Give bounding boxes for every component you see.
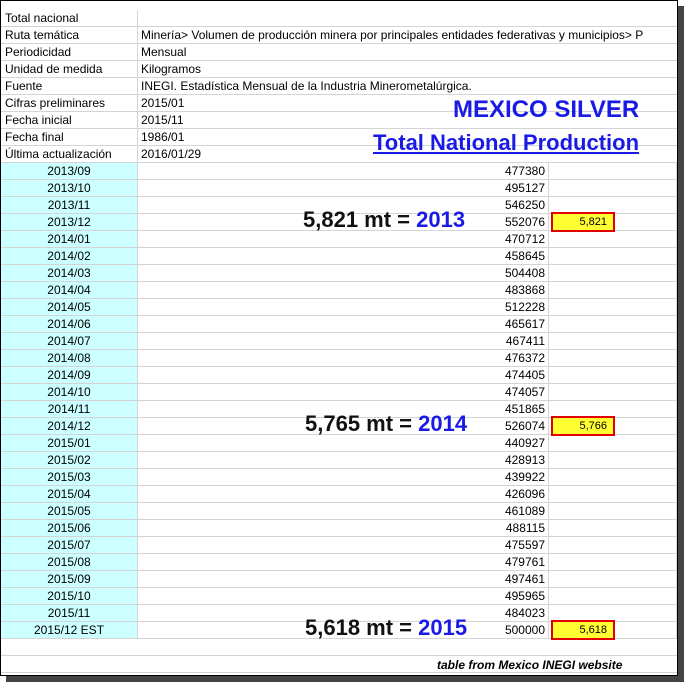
production-annotation bbox=[303, 207, 465, 233]
metadata-label[interactable]: Fecha final bbox=[1, 129, 138, 145]
value-cell[interactable]: 495127 bbox=[138, 180, 549, 196]
annotation-tonnage: 5,821 mt = bbox=[303, 207, 417, 232]
highlight-value-box: 5,821 bbox=[551, 212, 615, 232]
drop-shadow-bottom bbox=[6, 676, 684, 682]
period-cell[interactable]: 2013/10 bbox=[1, 180, 138, 196]
empty-cell[interactable] bbox=[549, 282, 677, 298]
value-cell[interactable]: 470712 bbox=[138, 231, 549, 247]
value-cell[interactable]: 474057 bbox=[138, 384, 549, 400]
value-cell[interactable]: 483868 bbox=[138, 282, 549, 298]
table-row bbox=[1, 571, 677, 588]
metadata-label[interactable]: Fuente bbox=[1, 78, 138, 94]
value-cell[interactable]: 504408 bbox=[138, 265, 549, 281]
table-row bbox=[1, 367, 677, 384]
metadata-label[interactable]: Última actualización bbox=[1, 146, 138, 162]
period-cell[interactable]: 2015/12 EST bbox=[1, 622, 138, 638]
empty-cell[interactable] bbox=[549, 571, 677, 587]
table-row bbox=[1, 435, 677, 452]
empty-cell[interactable] bbox=[549, 452, 677, 468]
period-cell[interactable]: 2014/12 bbox=[1, 418, 138, 434]
empty-cell[interactable] bbox=[549, 384, 677, 400]
period-cell[interactable]: 2014/05 bbox=[1, 299, 138, 315]
period-cell[interactable]: 2014/01 bbox=[1, 231, 138, 247]
empty-cell[interactable] bbox=[549, 248, 677, 264]
overlay-subtitle: Total National Production bbox=[373, 130, 640, 155]
period-cell[interactable]: 2013/12 bbox=[1, 214, 138, 230]
metadata-value[interactable]: 1986/01 bbox=[141, 130, 185, 144]
table-row bbox=[1, 350, 677, 367]
table-row bbox=[1, 231, 677, 248]
annotation-year: 2014 bbox=[418, 411, 468, 436]
empty-cell[interactable] bbox=[549, 554, 677, 570]
period-cell[interactable]: 2015/01 bbox=[1, 435, 138, 451]
table-row bbox=[1, 469, 677, 486]
table-row bbox=[1, 486, 677, 503]
metadata-value[interactable]: 2016/01/29 bbox=[141, 147, 202, 161]
empty-cell[interactable] bbox=[549, 265, 677, 281]
period-cell[interactable]: 2015/05 bbox=[1, 503, 138, 519]
annotation-year: 2015 bbox=[418, 615, 468, 640]
empty-cell[interactable] bbox=[549, 588, 677, 604]
empty-cell[interactable] bbox=[549, 537, 677, 553]
period-cell[interactable]: 2015/10 bbox=[1, 588, 138, 604]
annotation-tonnage: 5,765 mt = bbox=[305, 411, 419, 436]
period-cell[interactable]: 2013/09 bbox=[1, 163, 138, 179]
empty-cell[interactable] bbox=[549, 367, 677, 383]
period-cell[interactable]: 2015/08 bbox=[1, 554, 138, 570]
metadata-label[interactable]: Cifras preliminares bbox=[1, 95, 138, 111]
metadata-label[interactable]: Periodicidad bbox=[1, 44, 138, 60]
value-cell[interactable]: 426096 bbox=[138, 486, 549, 502]
empty-cell[interactable] bbox=[549, 197, 677, 213]
table-row bbox=[1, 537, 677, 554]
source-footer: table from Mexico INEGI website bbox=[437, 658, 623, 672]
value-cell[interactable]: 495965 bbox=[138, 588, 549, 604]
metadata-row bbox=[1, 44, 677, 61]
empty-cell[interactable] bbox=[549, 316, 677, 332]
value-cell[interactable]: 451865 bbox=[138, 401, 549, 417]
empty-cell[interactable] bbox=[549, 503, 677, 519]
period-cell[interactable]: 2015/06 bbox=[1, 520, 138, 536]
value-cell[interactable]: 512228 bbox=[138, 299, 549, 315]
empty-cell[interactable] bbox=[549, 350, 677, 366]
metadata-value[interactable]: INEGI. Estadística Mensual de la Industria Minerometalúrgica. bbox=[141, 79, 472, 93]
metadata-label[interactable]: Ruta temática bbox=[1, 27, 138, 43]
value-cell[interactable]: 526074 bbox=[138, 418, 549, 434]
empty-cell[interactable] bbox=[549, 486, 677, 502]
table-row bbox=[1, 333, 677, 350]
period-cell[interactable]: 2014/02 bbox=[1, 248, 138, 264]
annotation-tonnage: 5,618 mt = bbox=[305, 615, 419, 640]
period-cell[interactable]: 2015/09 bbox=[1, 571, 138, 587]
period-cell[interactable]: 2014/08 bbox=[1, 350, 138, 366]
empty-cell[interactable] bbox=[549, 333, 677, 349]
value-cell[interactable]: 475597 bbox=[138, 537, 549, 553]
value-cell[interactable]: 458645 bbox=[138, 248, 549, 264]
drop-shadow-right bbox=[678, 6, 684, 682]
empty-cell[interactable] bbox=[549, 401, 677, 417]
annotation-year: 2013 bbox=[416, 207, 466, 232]
table-row bbox=[1, 554, 677, 571]
table-row bbox=[1, 299, 677, 316]
metadata-label[interactable]: Fecha inicial bbox=[1, 112, 138, 128]
empty-cell[interactable] bbox=[549, 163, 677, 179]
table-row bbox=[1, 265, 677, 282]
value-cell[interactable]: 465617 bbox=[138, 316, 549, 332]
value-cell[interactable]: 546250 bbox=[138, 197, 549, 213]
metadata-value[interactable]: 2015/01 bbox=[141, 96, 185, 110]
value-cell[interactable]: 484023 bbox=[138, 605, 549, 621]
table-row bbox=[1, 588, 677, 605]
value-cell[interactable]: 479761 bbox=[138, 554, 549, 570]
period-cell[interactable]: 2015/07 bbox=[1, 537, 138, 553]
production-annotation bbox=[305, 411, 467, 437]
empty-cell[interactable] bbox=[549, 180, 677, 196]
value-cell[interactable]: 439922 bbox=[138, 469, 549, 485]
period-cell[interactable]: 2014/06 bbox=[1, 316, 138, 332]
value-cell[interactable]: 497461 bbox=[138, 571, 549, 587]
empty-row bbox=[1, 639, 677, 656]
metadata-row bbox=[1, 61, 677, 78]
period-cell[interactable]: 2015/03 bbox=[1, 469, 138, 485]
table-row bbox=[1, 163, 677, 180]
period-cell[interactable]: 2014/03 bbox=[1, 265, 138, 281]
value-cell[interactable]: 474405 bbox=[138, 367, 549, 383]
metadata-value[interactable]: 2015/11 bbox=[141, 113, 184, 127]
period-cell[interactable]: 2015/02 bbox=[1, 452, 138, 468]
table-row bbox=[1, 452, 677, 469]
empty-cell[interactable] bbox=[549, 435, 677, 451]
period-cell[interactable]: 2014/09 bbox=[1, 367, 138, 383]
table-row bbox=[1, 180, 677, 197]
table-row bbox=[1, 503, 677, 520]
empty-cell[interactable] bbox=[549, 231, 677, 247]
metadata-value[interactable]: Mensual bbox=[141, 45, 187, 59]
empty-cell[interactable] bbox=[549, 520, 677, 536]
metadata-row bbox=[1, 10, 677, 27]
period-cell[interactable]: 2015/11 bbox=[1, 605, 138, 621]
period-cell[interactable]: 2013/11 bbox=[1, 197, 138, 213]
period-cell[interactable]: 2014/04 bbox=[1, 282, 138, 298]
value-cell[interactable]: 477380 bbox=[138, 163, 549, 179]
metadata-row bbox=[1, 78, 677, 95]
table-row bbox=[1, 520, 677, 537]
highlight-value-box: 5,766 bbox=[551, 416, 615, 436]
value-cell[interactable]: 552076 bbox=[138, 214, 549, 230]
value-cell[interactable]: 488115 bbox=[138, 520, 549, 536]
table-row bbox=[1, 316, 677, 333]
value-cell[interactable]: 476372 bbox=[138, 350, 549, 366]
period-cell[interactable]: 2014/11 bbox=[1, 401, 138, 417]
table-row bbox=[1, 282, 677, 299]
period-cell[interactable]: 2014/10 bbox=[1, 384, 138, 400]
metadata-row bbox=[1, 27, 677, 44]
value-cell[interactable]: 467411 bbox=[138, 333, 549, 349]
period-cell[interactable]: 2015/04 bbox=[1, 486, 138, 502]
table-row bbox=[1, 248, 677, 265]
value-cell[interactable]: 428913 bbox=[138, 452, 549, 468]
value-cell[interactable]: 500000 bbox=[138, 622, 549, 638]
highlight-value-box: 5,618 bbox=[551, 620, 615, 640]
empty-cell[interactable] bbox=[549, 299, 677, 315]
metadata-value[interactable]: Kilogramos bbox=[141, 62, 202, 76]
metadata-value[interactable] bbox=[138, 10, 677, 26]
table-row bbox=[1, 384, 677, 401]
metadata-value[interactable]: Minería> Volumen de producción minera por principales entidades federativas y municipios> P bbox=[141, 28, 644, 42]
metadata-label[interactable]: Unidad de medida bbox=[1, 61, 138, 77]
empty-cell[interactable] bbox=[549, 469, 677, 485]
overlay-title: MEXICO SILVER bbox=[453, 96, 640, 123]
period-cell[interactable]: 2014/07 bbox=[1, 333, 138, 349]
production-annotation bbox=[305, 615, 467, 641]
empty-cell[interactable] bbox=[549, 605, 677, 621]
metadata-label[interactable]: Total nacional bbox=[1, 10, 138, 26]
value-cell[interactable]: 461089 bbox=[138, 503, 549, 519]
value-cell[interactable]: 440927 bbox=[138, 435, 549, 451]
